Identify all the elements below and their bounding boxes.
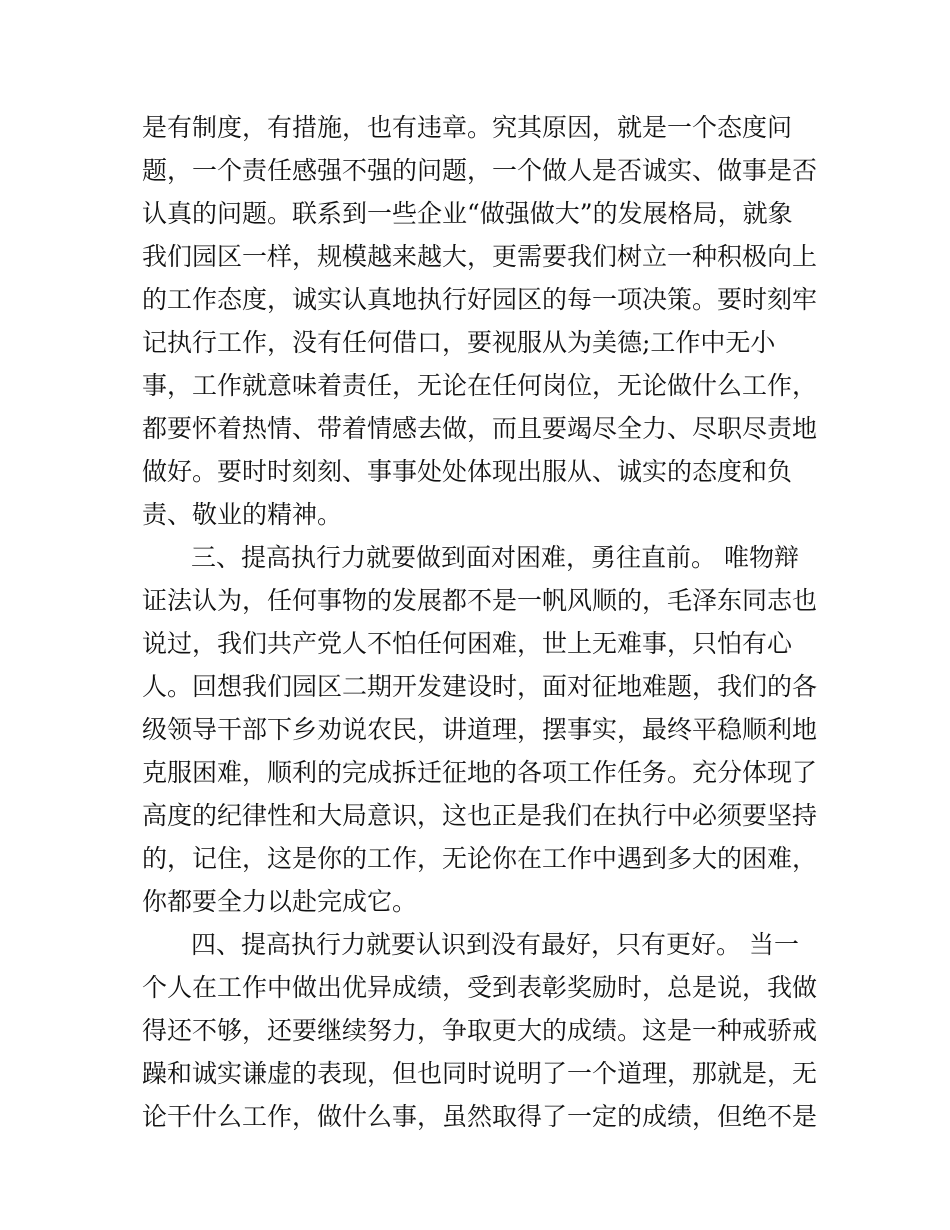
text-line: 的，记住，这是你的工作，无论你在工作中遇到多大的困难，: [142, 844, 818, 873]
text-line: 论干什么工作，做什么事，虽然取得了一定的成绩，但绝不是: [142, 1102, 818, 1131]
text-line: 事，工作就意味着责任，无论在任何岗位，无论做什么工作，: [142, 371, 818, 400]
text-line: 认真的问题。联系到一些企业“做强做大”的发展格局，就象: [142, 199, 793, 228]
text-line: 人。回想我们园区二期开发建设时，面对征地难题，我们的各: [142, 672, 818, 701]
paragraph-start-line: 四、提高执行力就要认识到没有最好，只有更好。 当一: [191, 930, 799, 959]
text-line: 都要怀着热情、带着情感去做，而且要竭尽全力、尽职尽责地: [142, 414, 818, 443]
text-line: 克服困难，顺利的完成拆迁征地的各项工作任务。充分体现了: [142, 758, 818, 787]
text-line: 你都要全力以赴完成它。: [142, 887, 418, 916]
text-line: 高度的纪律性和大局意识，这也正是我们在执行中必须要坚持: [142, 801, 818, 830]
text-line: 做好。要时时刻刻、事事处处体现出服从、诚实的态度和负: [142, 457, 793, 486]
text-line: 是有制度，有措施，也有违章。究其原因，就是一个态度问: [142, 113, 793, 142]
text-line: 得还不够，还要继续努力，争取更大的成绩。这是一种戒骄戒: [142, 1016, 818, 1045]
text-line: 我们园区一样，规模越来越大，更需要我们树立一种积极向上: [142, 242, 818, 271]
text-line: 题，一个责任感强不强的问题，一个做人是否诚实、做事是否: [142, 156, 818, 185]
text-line: 个人在工作中做出优异成绩，受到表彰奖励时，总是说，我做: [142, 973, 818, 1002]
paragraph-start-line: 三、提高执行力就要做到面对困难，勇往直前。 唯物辩: [191, 543, 799, 572]
text-line: 证法认为，任何事物的发展都不是一帆风顺的，毛泽东同志也: [142, 586, 818, 615]
body-text: [142, 106, 822, 1138]
text-line: 的工作态度，诚实认真地执行好园区的每一项决策。要时刻牢: [142, 285, 818, 314]
text-line: 责、敬业的精神。: [142, 500, 343, 529]
text-line: 躁和诚实谦虚的表现，但也同时说明了一个道理，那就是，无: [142, 1059, 818, 1088]
text-line: 说过，我们共产党人不怕任何困难，世上无难事，只怕有心: [142, 629, 793, 658]
text-line: 级领导干部下乡劝说农民，讲道理，摆事实，最终平稳顺利地: [142, 715, 818, 744]
text-line: 记执行工作，没有任何借口，要视服从为美德;工作中无小: [142, 328, 776, 357]
